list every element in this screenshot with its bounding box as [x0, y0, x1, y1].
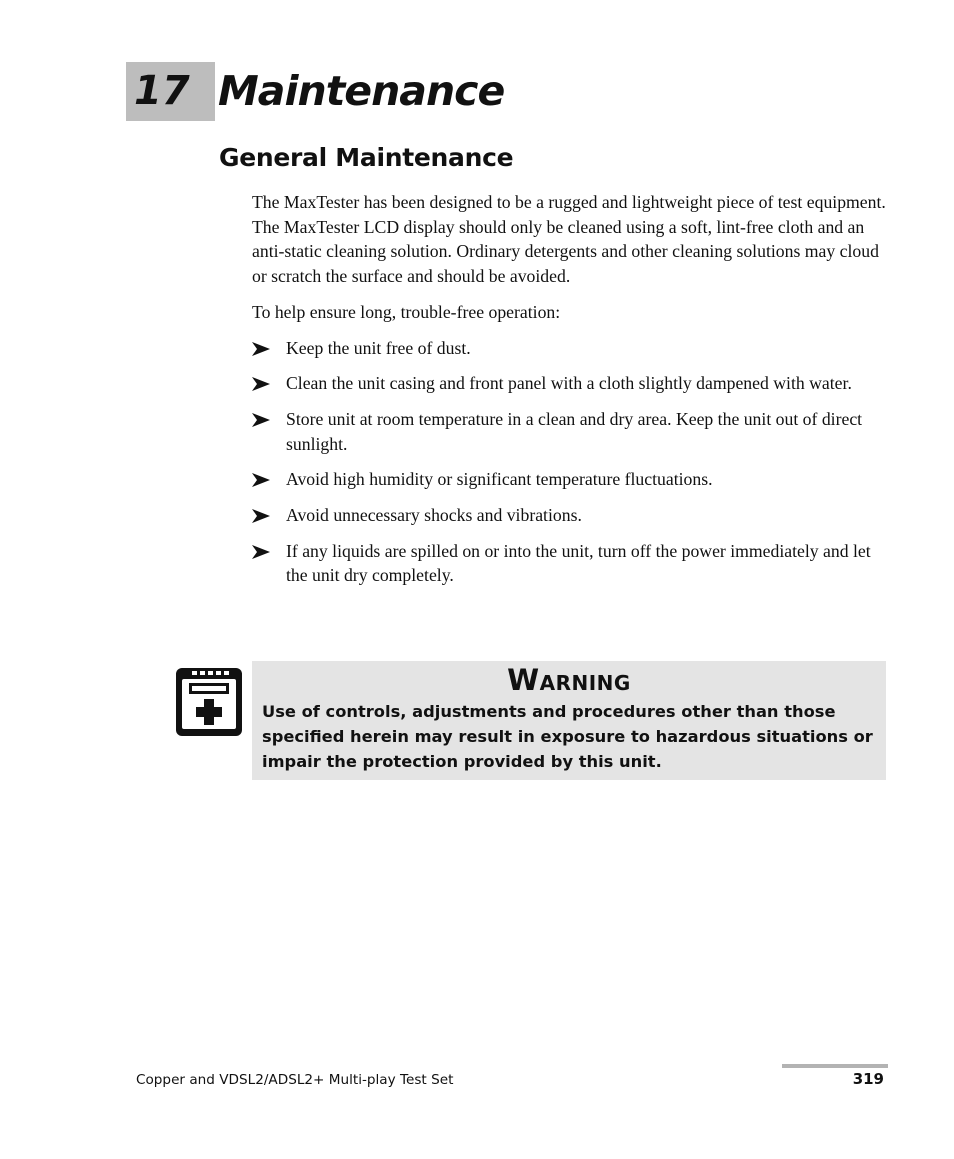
- warning-title: Warning: [507, 663, 631, 697]
- list-item-text: Avoid unnecessary shocks and vibrations.: [286, 505, 582, 526]
- warning-text: Use of controls, adjustments and procedures other than those specified herein may result in exposure to hazardous situations or impair the protection provided by this unit.: [262, 702, 873, 771]
- paragraph-intro: The MaxTester has been designed to be a rugged and lightweight piece of test equipment. The MaxTester LCD display should only be cleaned using a soft, lint-free cloth and an anti-static cleaning solution. Ordinary detergents and other cleaning solutions may cloud or scratch the surface and should be avoided.: [252, 192, 886, 287]
- list-item: [252, 539, 886, 588]
- list-item: [252, 503, 886, 528]
- maintenance-tips-list: [252, 336, 886, 589]
- footer-document-title: Copper and VDSL2/ADSL2+ Multi-play Test Set: [136, 1072, 454, 1088]
- list-item-text: Avoid high humidity or significant temperature fluctuations.: [286, 469, 713, 490]
- paragraph-lead-in: To help ensure long, trouble-free operation:: [252, 301, 561, 322]
- list-item: [252, 336, 886, 361]
- list-item-text: Keep the unit free of dust.: [286, 337, 471, 358]
- arrow-bullet-icon: [252, 377, 270, 391]
- chapter-title: Maintenance: [218, 67, 505, 115]
- warning-box: [252, 661, 886, 780]
- footer-rule: [782, 1064, 888, 1068]
- list-item-text: Store unit at room temperature in a clean and dry area. Keep the unit out of direct sunlight.: [286, 408, 863, 454]
- chapter-number: 17: [134, 68, 190, 114]
- page-number: 319: [852, 1070, 884, 1088]
- list-item: [252, 467, 886, 492]
- arrow-bullet-icon: [252, 342, 270, 356]
- list-item: [252, 371, 886, 396]
- body-text: [252, 190, 886, 599]
- list-item-text: If any liquids are spilled on or into the unit, turn off the power immediately and let the unit dry completely.: [286, 540, 871, 586]
- section-heading: General Maintenance: [219, 143, 514, 172]
- list-item: [252, 407, 886, 456]
- arrow-bullet-icon: [252, 545, 270, 559]
- list-item-text: Clean the unit casing and front panel with a cloth slightly dampened with water.: [286, 373, 852, 394]
- arrow-bullet-icon: [252, 413, 270, 427]
- ambulance-warning-icon: [175, 667, 243, 737]
- arrow-bullet-icon: [252, 509, 270, 523]
- arrow-bullet-icon: [252, 473, 270, 487]
